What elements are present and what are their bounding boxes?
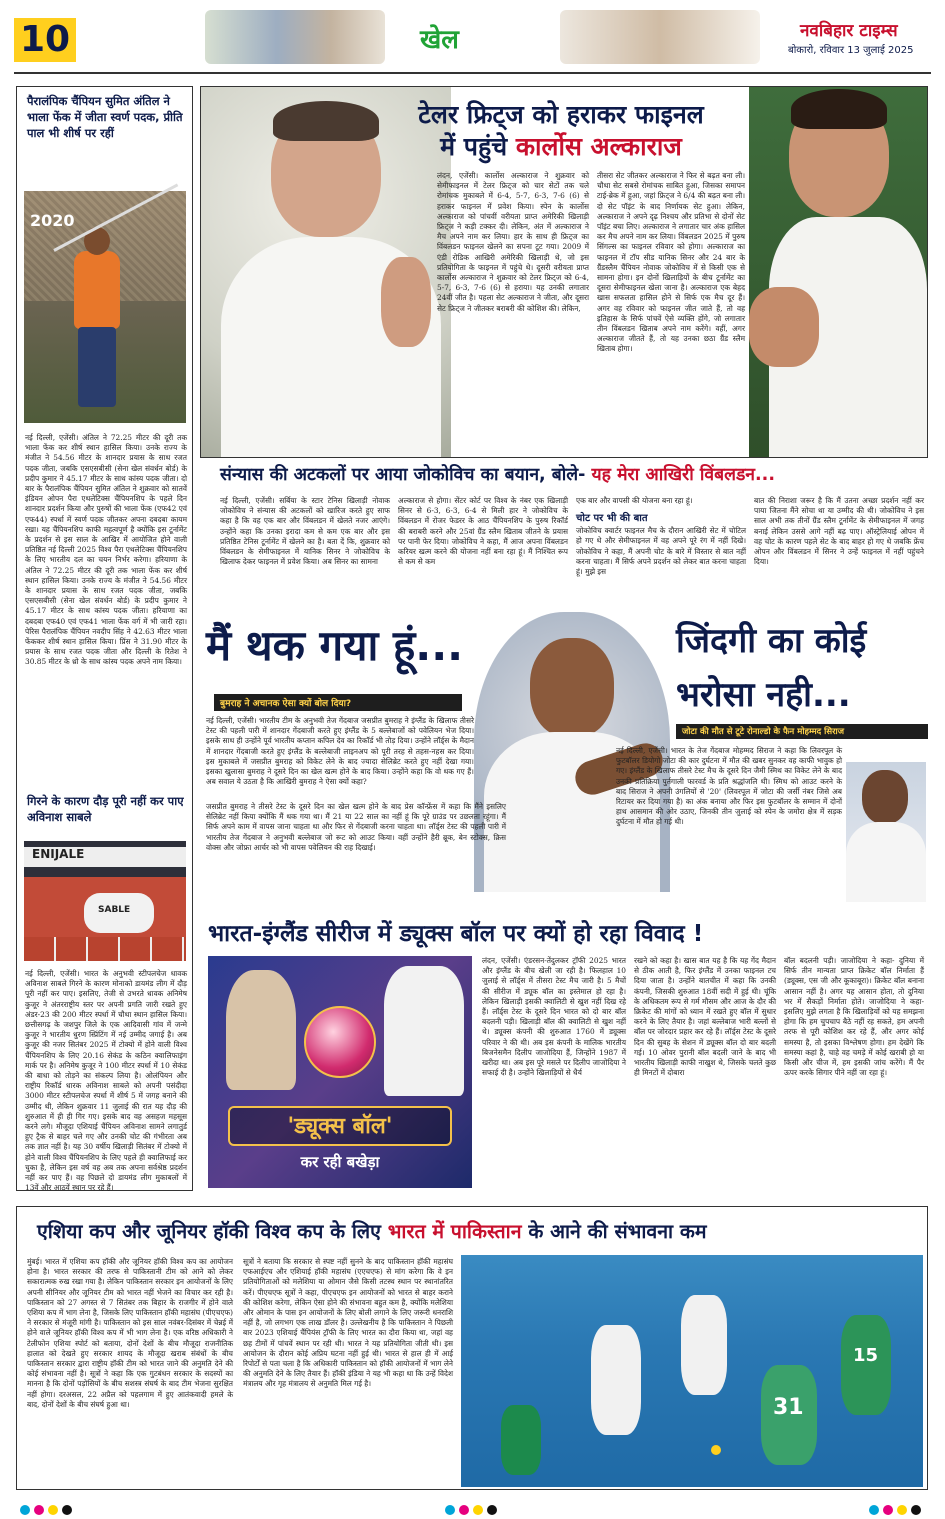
tennis-headline-1: टेलर फ्रिट्ज को हराकर फाइनल bbox=[418, 100, 704, 129]
runner-illustration bbox=[560, 10, 760, 64]
tennis-headline-2 bbox=[371, 129, 751, 163]
olympic-year-banner: 2020 bbox=[30, 211, 75, 230]
player-green-1 bbox=[501, 1405, 541, 1475]
djokovic-col-4: बात की निराशा जरूर है कि मैं उतना अच्छा प्रदर्शन नहीं कर पाया जितना मैंने सोचा था या उम्मीद की थी। जोकोविच ने इस साल अभी तक तीनों ग्रैंड स्लैम टूर्नामेंट के सेमीफाइनल में जगह बनाई लेकिन उससे आगे नहीं बढ़ पाए। ऑस्ट्रेलियाई ओपन में वह चोट के कारण पहले सेट के बाद बाहर हो गए थे जबकि फ्रेंच ओपन और विंबलडन में सिनर ने उन्हें फाइनल में नहीं पहुंचने दिया। bbox=[754, 496, 924, 567]
sumit-headline: पैरालंपिक चैंपियन सुमित अंतिल ने भाला फेंक में जीता स्वर्ण पदक, प्रीति पाल भी शीर्ष पर रहीं bbox=[27, 94, 183, 140]
sable-headline: गिरने के कारण दौड़ पूरी नहीं कर पाए अविनाश साबले bbox=[27, 794, 184, 824]
dukes-story bbox=[200, 916, 928, 1192]
sumit-antil-photo bbox=[24, 191, 186, 423]
djokovic-headline bbox=[220, 462, 920, 486]
djokovic-col-3a: एक बार और वापसी की योजना बना रहा हूं। bbox=[576, 496, 693, 505]
bumrah-body-1: नई दिल्ली, एजेंसी। भारतीय टीम के अनुभवी तेज गेंदबाज जसप्रीत बुमराह ने इंग्लैंड के खिलाफ तीसरे टेस्ट की पहली पारी में शानदार गेंदबाजी करते हुए इंग्लैंड के 5 बल्लेबाजों को पवेलियन भेज दिया। इसके साथ ही उन्होंने पूर्व भारतीय कप्तान कपिल देव का रिकॉर्ड भी तोड़ दिया। उन्होंने लॉर्ड्स के मैदान में शानदार गेंदबाजी करते हुए इंग्लैंड के बल्लेबाजी लाइनअप को पूरी तरह से तहस-नहस कर दिया। इस मुकाबले में जसप्रीत बुमराह को विकेट लेने के बाद ज्यादा सेलिब्रेट करते हुए नहीं देखा गया। इसका खुलासा बुमराह ने दूसरे दिन का खेल खत्म होने के बाद किया। उन्होंने कहा कि वो थक गए हैं। अब सवाल ये उठता है कि आखिरी बुमराह ने ऐसा क्यों कहा? bbox=[206, 716, 474, 787]
advert-hoarding: ENIJALE bbox=[24, 847, 186, 867]
jersey-number-b: 15 bbox=[853, 1345, 879, 1366]
jersey-number-a: 31 bbox=[773, 1395, 804, 1420]
left-column bbox=[16, 86, 193, 1191]
registration-dots-left bbox=[20, 1500, 76, 1514]
djokovic-hair bbox=[273, 101, 379, 141]
tennis-headline-2a: में पहुंचे bbox=[440, 132, 516, 161]
dukes-photo-sub: कर रही बखेड़ा bbox=[300, 1153, 380, 1171]
djokovic-story bbox=[200, 462, 928, 608]
bumrah-strip: बुमराह ने अचानक ऐसा क्यों बोल दिया? bbox=[214, 694, 462, 711]
bumrah-body-2: जसप्रीत बुमराह ने तीसरे टेस्ट के दूसरे दिन का खेल खत्म होने के बाद प्रेस कॉन्फ्रेंस में कहा कि मैंने इसलिए सेलिब्रेट नहीं किया क्योंकि मैं थक गया था। मैं 21 या 22 साल का नहीं हूं कि पूरे ग्राउंड पर उछलता रहूंगा। मैं सिर्फ अपने काम में वापस जाना चाहता था और फिर से गेंदबाजी करना चाहता था। लॉर्ड्स टेस्ट की पहली पारी में भारतीय तेज गेंदबाज ने अनुभवी बल्लेबाज जो रूट को आउट किया। वहीं उन्होंने हैरी ब्रूक, बेन स्टोक्स, क्रिस वोक्स और जोफ्रा आर्चर को भी वापस पवेलियन की राह दिखाई। bbox=[206, 802, 506, 852]
page-number: 10 bbox=[20, 19, 71, 60]
hockey-headline bbox=[37, 1217, 917, 1244]
siraj-headline-1: जिंदगी का कोई bbox=[676, 621, 867, 661]
hockey-headline-b: भारत में पाकिस्तान bbox=[387, 1220, 522, 1243]
djokovic-hand bbox=[381, 257, 431, 347]
athlete-torso bbox=[74, 251, 120, 329]
paper-name: नवबिहार टाइम्स bbox=[800, 21, 898, 41]
dukes-headline: भारत-इंग्लैंड सीरीज में ड्यूक्स बॉल पर क्यों हो रहा विवाद ! bbox=[208, 921, 704, 947]
hockey-headline-c: के आने की संभावना कम bbox=[521, 1220, 707, 1243]
hockey-photo bbox=[461, 1255, 923, 1487]
tennis-headline-2b: कार्लोस अल्काराज bbox=[515, 132, 682, 161]
djokovic-col-2: अल्काराज से होगा। सेंटर कोर्ट पर विश्व के नंबर एक खिलाड़ी सिनर से 6-3, 6-3, 6-4 से मिली हार ने जोकोविच के विंबलडन में रोजर फेडरर के आठ चैंपियनशिप के पुरुष रिकॉर्ड की बराबरी करने और 25वां ग्रैंड स्लैम खिताब जीतने के प्रयास पर पानी फेर दिया। जोकोविच ने कहा, मैं आज अपना विंबलडन करियर खत्म करने की योजना नहीं बना रहा हूं। मैं निश्चित रूप से कम से कम bbox=[398, 496, 568, 567]
dukes-photo bbox=[208, 956, 472, 1188]
djokovic-col-3b: जोकोविच क्वार्टर फाइनल मैच के दौरान आखिरी सेट में चोटिल हो गए थे और सेमीफाइनल में वह अपने पूरे रंग में नहीं दिखे। जोकोविच ने कहा, मैं अपनी चोट के बारे में विस्तार से बात नहीं करना चाहता। मैं सिर्फ अपने प्रदर्शन को लेकर बात करना चाहता हूं। मुझे इस bbox=[576, 526, 746, 577]
hockey-story bbox=[16, 1206, 928, 1490]
player-photo bbox=[384, 966, 464, 1096]
page-number-badge bbox=[14, 18, 76, 62]
section-title: खेल bbox=[420, 25, 459, 55]
sumit-body: नई दिल्ली, एजेंसी। अंतिल ने 72.25 मीटर की दूरी तक भाला फेंक कर शीर्ष स्थान हासिल किया। उनके राज्य के मंजीत ने 54.56 मीटर के शानदार प्रयास के साथ रजत पदक जीता, जबकि एसएसबीसी (सेना खेल संवर्धन बोर्ड) के प्रदीप कुमार ने 45.17 मीटर के साथ कांस्य पदक जीता। दो बार के पैरालंपिक चैंपियन सुमित अंतिल ने शुक्रवार को सातवें इंडियन ओपन पैरा एथलेटिक्स चैंपियनशिप के पहले दिन शानदार प्रदर्शन किया और पुरुषों की भाला फेंक (एफ42 एवं एफ44) स्पर्धा में स्वर्ण पदक जीतकर अपना दबदबा कायम रखा। यह चैंपियनशिप काफी महत्वपूर्ण है क्योंकि इस टूर्नामेंट के प्रदर्शन से इस साल के आखिर में आयोजित होने वाली प्रतिष्ठित नई दिल्ली 2025 विश्व पैरा एथलेटिक्स चैंपियनशिप के लिए भारतीय दल का चयन निर्भर करेगा। हरियाणा के अंतिल ने 72.25 मीटर की दूरी तक भाला फेंक कर शीर्ष स्थान हासिल किया। उनके राज्य के मंजीत ने 54.56 मीटर के शानदार प्रयास के साथ रजत पदक जीता, जबकि एसएसबीसी (सेना खेल संवर्धन बोर्ड) के प्रदीप कुमार ने 45.17 मीटर के साथ कांस्य पदक जीता। हरियाणा का दबदबा एफ40 एवं एफ41 भाला फेंक वर्ग में भी जारी रहा। पेरिस पैरालंपिक चैंपियन नवदीप सिंह ने 42.63 मीटर भाला फेंककर शीर्ष स्थान हासिल किया। प्रिंस ने 31.90 मीटर के प्रयास के साथ रजत पदक जीता और दिल्ली के रितेश ने 30.85 मीटर के थ्रो के साथ कांस्य पदक अपने नाम किया। bbox=[25, 433, 187, 667]
djokovic-headline-b: यह मेरा आखिरी विंबलडन... bbox=[591, 465, 775, 485]
alcaraz-hair bbox=[791, 89, 887, 129]
siraj-body: नई दिल्ली, एजेंसी। भारत के तेज गेंदबाज मोहम्मद सिराज ने कहा कि लिवरपूल के फुटबॉलर डियोगो जोटा की कार दुर्घटना में मौत की खबर सुनकर वह काफी भावुक हो गए। इंग्लैंड के खिलाफ तीसरे टेस्ट मैच के दूसरे दिन जैमी स्मिथ का विकेट लेने के बाद उनकी प्रतिक्रिया पुर्तगाली फारवर्ड के प्रति श्रद्धांजलि थी। स्मिथ को आउट करने के बाद सिराज ने अपनी उंगलियों से '20' (लिवरपूल में जोटा की जर्सी नंबर जिसे अब रिटायर कर दिया गया है) का अंक बनाया और फिर इस फुटबॉलर के सम्मान में दोनों हाथ आसमान की ओर उठाए, जिनकी तीन जुलाई को स्पेन के जमोरा क्षेत्र में सड़क दुर्घटना में मौत हो गई थी। bbox=[616, 746, 842, 827]
siraj-photo bbox=[846, 762, 926, 902]
hockey-headline-a: एशिया कप और जूनियर हॉकी विश्व कप के लिए bbox=[37, 1220, 388, 1243]
avinash-sable-photo bbox=[24, 841, 186, 961]
djokovic-col-3 bbox=[576, 496, 746, 606]
dukes-col-2: रखने को कहा है। खास बात यह है कि यह गेंद मैदान से ठीक आती है, फिर इंग्लैंड में उनका फाइनल टच दिया जाता है। उन्होंने बातचीत में कहा कि उनकी कंपनी, जिसकी शुरुआत 18वीं सदी में हुई थी। चूंकि के अधिकतम रूप से गर्म मौसम और आज के दौर की क्रिकेट की मांगों को ध्यान में रखते हुए बॉल में सुधार करने के लिए तैयार है। जहां बल्लेबाज भारी बल्लों से बॉल पर जोरदार प्रहार कर रहे हैं। लॉर्ड्स टेस्ट के दूसरे दिन की सुबह के सेशन में ड्यूक्स बॉल दो बार बदली गई। 10 ओवर पुरानी बॉल बदली जाने के बाद भी भारतीय खिलाड़ी काफी नाखुश थे, जिसके चलते कुछ ही मिनटों में दोबारा bbox=[634, 956, 776, 1078]
ball-owner-photo bbox=[226, 970, 296, 1090]
bumrah-headline: मैं थक गया हूं... bbox=[206, 621, 464, 670]
player-white-2 bbox=[681, 1295, 727, 1395]
hockey-col-2: सूत्रों ने बताया कि सरकार से स्पष्ट नहीं सुनने के बाद पाकिस्तान हॉकी महासंघ एफआईएच और एशियाई हॉकी महासंघ (एएचएफ) से मांग करेगा कि वे इन प्रतियोगिताओं को मलेशिया या ओमान जैसे किसी तटस्थ स्थान पर स्थानांतरित करें। पीएचएफ सूत्रों ने कहा, पीएचएफ इन आयोजनों को भारत से बाहर कराने की कोशिश करेगा, लेकिन ऐसा होने की संभावना बहुत कम है, क्योंकि मलेशिया और ओमान के पास इन आयोजनों के लिए बोली लगाने के लिए जरूरी धनराशि नहीं है, जो लगभग एक लाख डॉलर है। उल्लेखनीय है कि पाकिस्तान ने पिछली बार 2023 एशियाई चैंपियंस ट्रॉफी के लिए भारत का दौरा किया था, जहां वह छह टीमों में पांचवें स्थान पर रही थी। भारत ने यह प्रतियोगिता जीती थी। इस आयोजन के दौरान कोई अप्रिय घटना नहीं हुई थी। भारत से हाल ही में आई रिपोर्टों से पता चला है कि अधिकारी पाकिस्तान को हॉकी आयोजनों में भाग लेने की अनुमति देने के लिए तैयार हैं। हॉकी इंडिया ने यह भी कहा था कि उन्हें विदेश मंत्रालय और गृह मंत्रालय से अनुमति मिल गई है। bbox=[243, 1257, 453, 1389]
bumrah-siraj-block bbox=[200, 612, 928, 912]
registration-dots-center bbox=[445, 1500, 501, 1514]
masthead-rule bbox=[14, 72, 931, 74]
hockey-col-1: मुंबई। भारत में एशिया कप हॉकी और जूनियर हॉकी विश्व कप का आयोजन होना है। भारत सरकार की तरफ से पाकिस्तानी टीम को आने को लेकर सकारात्मक रुख रखा गया है। लेकिन पाकिस्तान सरकार इन आयोजनों के लिए अपनी सीनियर और जूनियर टीम को भारत नहीं भेजने का विचार कर रही है। पाकिस्तान को 27 अगस्त से 7 सितंबर तक बिहार के राजगीर में होने वाले एशिया कप में भाग लेना है, जिसके लिए पाकिस्तान हॉकी महासंघ (पीएचएफ) ने सरकार से मंजूरी मांगी है। पाकिस्तान को इस साल नवंबर-दिसंबर में चेन्नई में होने वाले जूनियर हॉकी विश्व कप में भी भाग लेना है। एक वरिष्ठ अधिकारी ने टेलीफोन एशिया स्पोर्ट को बताया, दोनों देशों के बीच मौजूदा राजनीतिक हालात को देखते हुए सरकार शायद के मौजूदा खराब संबंधों के बीच पाकिस्तान सरकार द्वारा राष्ट्रीय हॉकी टीम को भारत जाने की अनुमति देने की कोई संभावना नहीं है। सूत्रों ने कहा कि एक गुटबंधन सरकार के सदस्यों का मानना है कि दोनों पड़ोसियों के बीच सशस्त्र संघर्ष के बाद टीम भेजना सुरक्षित नहीं होगा। दरअसल, 22 अप्रैल को पहलगाम में हुए आतंकवादी हमले के बाद, दोनों देशों के बीच संघर्ष हुआ था। bbox=[27, 1257, 233, 1409]
siraj-shirt bbox=[846, 822, 926, 902]
athlete-legs bbox=[78, 327, 116, 407]
dukes-col-3: बॉल बदलनी पड़ी। जाजोदिया ने कहा- दुनिया में सिर्फ तीन मान्यता प्राप्त क्रिकेट बॉल निर्माता हैं (ड्यूक्स, एस जी और कूकाबूरा)। क्रिकेट बॉल बनाना आसान नहीं है। अगर यह आसान होता, तो दुनिया भर में सैकड़ों निर्माता होते। जाजोदिया ने कहा- इसलिए मुझे लगता है कि खिलाड़ियों को यह समझना होगा कि हम चुपचाप बैठे नहीं रह सकते, हम अपनी तरफ से पूरी कोशिश कर रहे हैं, और अगर कोई समस्या है, तो इसका विश्लेषण होगा। हम देखेंगे कि समस्या कहां है, चाहे वह चमड़े में कोई खराबी हो या किसी और चीज में, हम इसकी जांच करेंगे। मैं पैर ऊपर करके सिगार पीने नहीं जा रहा हूं। bbox=[784, 956, 924, 1078]
sports-illustration-strip bbox=[205, 10, 385, 64]
siraj-headline-2: भरोसा नही... bbox=[676, 675, 851, 715]
bumrah-head bbox=[530, 638, 614, 738]
cricket-ball bbox=[304, 1006, 376, 1078]
siraj-strip: जोटा की मौत से टूटे रोनाल्डो के फैन मोहम्मद सिराज bbox=[676, 724, 928, 739]
tennis-col-2: तीसरा सेट जीतकर अल्काराज ने फिर से बढ़त बना ली। चौथा सेट सबसे रोमांचक साबित हुआ, जिसका समापन टाई-ब्रेक में हुआ, जहां फ्रिट्ज ने 6/4 की बढ़त बना ली। दो सेट पॉइंट के बाद निर्णायक सेट हुआ। लेकिन, अल्काराज ने अपने दृढ़ निश्चय और प्रतिभा से दोनों सेट पॉइंट बचा लिए। अल्काराज ने लगातार चार अंक हासिल कर मैच अपने नाम कर लिया। विंबलडन 2025 में पुरुष सिंगल्स का फाइनल रविवार को होगा। अल्काराज का फाइनल में टॉप सीड यानिक सिनर और 24 बार के ग्रैंडस्लैम चैंपियन नोवाक जोकोविच में से किसी एक से सामना होगा। इन दोनों खिलाड़ियों के बीच टूर्नामेंट का दूसरा सेमीफाइनल खेला जाना है। अल्काराज एक बेहद खास सफलता हासिल होने से सिर्फ एक मैच दूर हैं। अगर वह रविवार को फाइनल जीत जाते हैं, तो वह इतिहास के सिर्फ पांचवें ऐसे व्यक्ति होंगे, जो लगातार तीन विंबलडन खिताब अपने नाम करेंगे। वहीं, अगर अल्काराज जीतते हैं, तो यह उनका छठा ग्रैंड स्लैम खिताब होगा। bbox=[597, 171, 745, 354]
sable-body: नई दिल्ली, एजेंसी। भारत के अनुभवी स्टीपलचेज धावक अविनाश साबले गिरने के कारण मोनाको डायमंड लीग में दौड़ पूरी नहीं कर पाए। इसलिए, तेजी से उभरते धावक अनिमेष कुजूर ने अंतरराष्ट्रीय स्तर पर अपनी प्रगति जारी रखते हुए अंडर-23 की 200 मीटर स्पर्धा में चौथा स्थान हासिल किया। छत्तीसगढ़ के जशपुर जिले के एक आदिवासी गांव में जन्मे कुजूर ने भारतीय धुरण स्प्रिंटिंग में नई उम्मीद जगाई है। अब कुजूर की नजर सितंबर 2025 में टोक्यो में होने वाली विश्व चैंपियनशिप के लिए 20.16 सेकंड के कठिन क्वालिफाइंग मार्क पर है। अनिमेष कुजूर ने 100 मीटर स्पर्धा में 10 सेकंड की बाधा को तोड़ने का संकल्प लिया है। ओलंपियन और राष्ट्रीय रिकॉर्ड धारक अविनाश साबले को अपनी पसंदीदा 3000 मीटर स्टीपलचेज स्पर्धा में शीर्ष 5 में जगह बनाने की उम्मीद थी, लेकिन शुक्रवार 11 जुलाई की रात यह दौड़ की शुरुआत में ही ही गिर गए। इसके बाद वह असहज महसूस करने लगे। मौजूदा एशियाई चैंपियन अविनाश सामने लगातुर्ड हुए ट्रैक से बाहर चले गए और उनकी चोट की गंभीरता अब तक ज्ञात नहीं है। यह 30 वर्षीय खिलाड़ी सितंबर में टोक्यो में होने वाली विश्व चैंपियनशिप के लिए पहले ही क्वालिफाई कर चुका है, लेकिन इस वर्ष वह अब तक अपना सर्वश्रेष्ठ प्रदर्शन नहीं कर पाए हैं। वह पिछले दो डायमंड लीग मुकाबलों में 13वें और आठवें स्थान पर रहे हैं। bbox=[25, 969, 187, 1193]
registration-dots-right bbox=[869, 1500, 925, 1514]
alcaraz-fist bbox=[749, 287, 819, 367]
djokovic-col-1: नई दिल्ली, एजेंसी। सर्बिया के स्टार टेनिस खिलाड़ी नोवाक जोकोविच ने संन्यास की अटकलों को खारिज करते हुए साफ कहा है कि वह एक बार और विंबलडन में खेलते नजर आएंगे। उन्होंने कहा कि उनका इरादा कम से कम एक बार और इस प्रतिष्ठित टेनिस टूर्नामेंट में खेलने का है। बता दें कि, शुक्रवार को विंबलडन के सेमीफाइनल में यानिक सिनर ने जोकोविच के खिलाफ देकर फाइनल में प्रवेश किया। अब सिनर का सामना bbox=[220, 496, 390, 567]
track-lines bbox=[24, 937, 186, 961]
masthead bbox=[0, 0, 945, 72]
siraj-head bbox=[862, 770, 908, 824]
print-registration-dots bbox=[20, 1500, 925, 1514]
tennis-story bbox=[200, 86, 928, 458]
dateline: बोकारो, रविवार 13 जुलाई 2025 bbox=[788, 45, 914, 56]
dukes-col-1: लंदन, एजेंसी। एंडरसन-तेंदुलकर ट्रॉफी 2025 भारत और इंग्लैंड के बीच खेली जा रही है। फिलहाल 10 जुलाई से लॉर्ड्स में तीसरा टेस्ट मैच जारी है। 5 मैचों की सीरीज में ड्यूक बॉल का इस्तेमाल हो रहा है। लेकिन खिलाड़ी इसकी क्वालिटी से खुश नहीं दिख रहे हैं। लॉर्ड्स टेस्ट के दूसरे दिन भारत को दो बार बॉल बदलनी पड़ी। खिलाड़ी बॉल की क्वालिटी से खुश नहीं थे। ड्यूक्स कंपनी की शुरुआत 1760 में ड्यूक्स परिवार ने की थी। अब इस कंपनी के मालिक भारतीय बिजनेसमैन दिलीप जाजोदिया हैं, जिन्होंने 1987 में खरीदा था। अब इस पूरे मसले पर दिलीप जाजोदिया ने सफाई दी है। उन्होंने खिलाड़ियों से धैर्य bbox=[482, 956, 626, 1078]
alcaraz-photo bbox=[749, 87, 927, 457]
athlete-bib: SABLE bbox=[98, 905, 131, 915]
player-white-1 bbox=[591, 1325, 641, 1435]
hockey-ball bbox=[711, 1445, 721, 1455]
djokovic-headline-a: संन्यास की अटकलों पर आया जोकोविच का बयान, बोले- bbox=[220, 465, 592, 485]
tennis-col-1: लंदन, एजेंसी। कार्लोस अल्काराज ने शुक्रवार को सेमीफाइनल में टेलर फ्रिट्ज को चार सेटों तक चले रोमांचक मुकाबले में 6-4, 5-7, 6-3, 7-6 (6) से हराकर फाइनल में प्रवेश किया। स्पेन के कार्लोस अल्काराज को पांचवीं वरीयता प्राप्त अमेरिकी खिलाड़ी फ्रिट्ज ने कड़ी टक्कर दी। लेकिन, अंत में अल्काराज ने मैच अपने नाम कर लिया। हार के साथ ही फ्रिट्ज का विंबलडन फाइनल खेलने का सपना टूट गया। 2009 में एंडी रोडिक आखिरी अमेरिकी खिलाड़ी थे, जो इस प्रतियोगिता के फाइनल में पहुंचे थे। दूसरी वरीयता प्राप्त कार्लोस अल्काराज ने शुक्रवार को टेलर फ्रिट्ज को 6-4, 5-7, 6-3, 7-6 (6) से हराया। यह उनकी लगातार 24वीं जीत है। पहला सेट अल्काराज ने जीता, और दूसरा सेट फ्रिट्ज ने जीतकर बराबरी की कोशिश की। लेकिन, bbox=[437, 171, 589, 313]
dukes-photo-title: 'ड्यूक्स बॉल' bbox=[287, 1114, 393, 1139]
injury-subhead: चोट पर भी की बात bbox=[576, 513, 648, 525]
